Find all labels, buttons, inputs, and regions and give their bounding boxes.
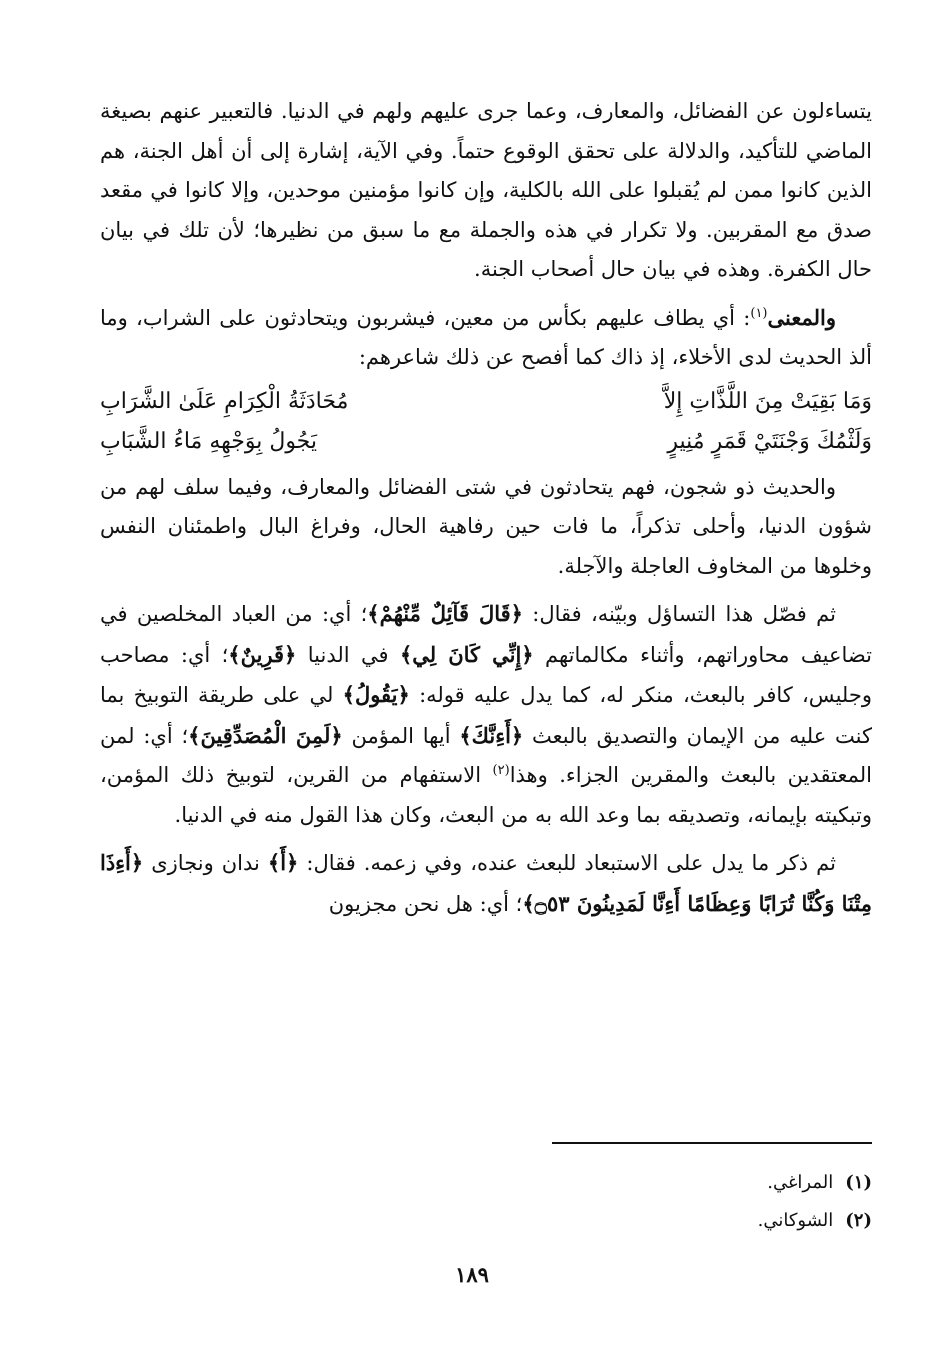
quran-quote: ﴿يَقُولُ﴾ bbox=[342, 682, 410, 707]
verse-2-first-hemistich: وَلَثْمُكَ وَجْنَتَيْ قَمَرٍ مُنِيرٍ bbox=[667, 428, 872, 454]
verse-2-second-hemistich: يَجُولُ بِوَجْهِهِ مَاءُ الشَّبَابِ bbox=[100, 428, 318, 454]
paragraph-1: يتساءلون عن الفضائل، والمعارف، وعما جرى عليهم ولهم في الدنيا. فالتعبير عنهم بصيغة الماضي للتأكيد، والدلالة على تحقق الوقوع حتماً. وفي الآية، إشارة إلى أن أهل الجنة، هم الذين كانوا ممن لم يُقبلوا على الله بالكلية، وإن كانوا مؤمنين موحدين، وإلا كانوا في مقعد صدق مع المقربين. ولا تكرار في هذه والجملة مع ما سبق من نظيرها؛ لأن تلك في بيان حال الكفرة. وهذه في بيان حال أصحاب الجنة. bbox=[100, 99, 872, 281]
text-run: ثم ذكر ما يدل على الاستبعاد للبعث عنده، وفي زعمه. فقال: bbox=[298, 851, 836, 875]
footnote-mark: (٢) bbox=[845, 1210, 872, 1231]
paragraph-3: والحديث ذو شجون، فهم يتحادثون في شتى الفضائل والمعارف، وفيما سلف لهم من شؤون الدنيا، وأحلى تذكراً، ما فات حين رفاهية الحال، وفراغ البال واطمئنان النفس وخلوها من المخاوف العاجلة والآجلة. bbox=[100, 474, 872, 578]
paragraph-4 bbox=[100, 594, 872, 835]
quran-quote: ﴿قَالَ قَآئِلٌ مِّنْهُمْ﴾ bbox=[367, 601, 523, 626]
poem-verse bbox=[100, 422, 872, 462]
paragraph-2-text: : أي يطاف عليهم بكأس من معين، فيشربون ويتحادثون على الشراب، وما ألذ الحديث لدى الأخلاء، إذ ذاك كما أفصح عن ذلك شاعرهم: bbox=[100, 305, 872, 369]
footnote-text: الشوكاني. bbox=[757, 1210, 834, 1231]
text-run: ؛ أي: لمن المعتقدين بالبعث والمقرين الجزاء. وهذا bbox=[100, 723, 872, 787]
footnote-ref-2: (٢) bbox=[492, 763, 510, 778]
poem bbox=[100, 382, 872, 462]
footnote-separator bbox=[552, 1142, 872, 1144]
text-run: الاستفهام من القرين، لتوبيخ ذلك المؤمن، وتبكيته بإيمانه، وتصديقه بما وعد الله به من البعث، وكان هذا القول منه في الدنيا. bbox=[100, 763, 872, 827]
quran-quote: ﴿قَرِينٌ﴾ bbox=[228, 641, 297, 667]
text-run: أيها المؤمن bbox=[342, 723, 460, 748]
footnote-list bbox=[758, 1164, 872, 1240]
paragraph-2-lead: والمعنى bbox=[767, 304, 836, 330]
quran-quote: ﴿أَءِذَا مِتْنَا وَكُنَّا تُرَابًا وَعِظَامًا أَءِنَّا لَمَدِينُونَ ۝٥٣﴾ bbox=[100, 850, 872, 916]
quran-quote: ﴿إِنِّي كَانَ لِي﴾ bbox=[399, 641, 534, 667]
verse-1-first-hemistich: وَمَا بَقِيَتْ مِنَ اللَّذَّاتِ إِلاَّ bbox=[663, 388, 872, 414]
quran-quote: ﴿لَمِنَ الْمُصَدِّقِينَ﴾ bbox=[188, 722, 343, 748]
paragraph-2 bbox=[100, 298, 872, 378]
quran-quote: ﴿أَ﴾ bbox=[267, 850, 299, 875]
text-run: لي على طريقة التوبيخ بما كنت عليه من الإيمان والتصديق بالبعث bbox=[100, 683, 872, 748]
verse-1-second-hemistich: مُحَادَثَةُ الْكِرَامِ عَلَىٰ الشَّرَابِ bbox=[100, 388, 349, 414]
text-run: في الدنيا bbox=[296, 642, 400, 667]
footnote-mark: (١) bbox=[845, 1172, 872, 1193]
page-body bbox=[100, 92, 872, 924]
paragraph-5 bbox=[100, 843, 872, 924]
text-run: ؛ أي: هل نحن مجزيون bbox=[328, 891, 523, 916]
text-run: ندان ونجازى bbox=[143, 851, 268, 875]
footnote-item bbox=[758, 1202, 872, 1240]
footnote-text: المراغي. bbox=[767, 1172, 834, 1193]
quran-quote: ﴿أَءِنَّكَ﴾ bbox=[459, 722, 524, 748]
poem-verse bbox=[100, 382, 872, 422]
text-run: ؛ أي: من العباد المخلصين في تضاعيف محاوراتهم، وأثناء مكالماتهم bbox=[100, 602, 872, 667]
page-number: ١٨٩ bbox=[455, 1262, 489, 1287]
footnote-item bbox=[758, 1164, 872, 1202]
footnote-ref-1: (١) bbox=[750, 305, 768, 321]
text-run: ؛ أي: مصاحب وجليس، كافر بالبعث، منكر له، كما يدل عليه قوله: bbox=[100, 642, 872, 707]
text-run: ثم فصّل هذا التساؤل وبيّنه، فقال: bbox=[522, 602, 836, 626]
